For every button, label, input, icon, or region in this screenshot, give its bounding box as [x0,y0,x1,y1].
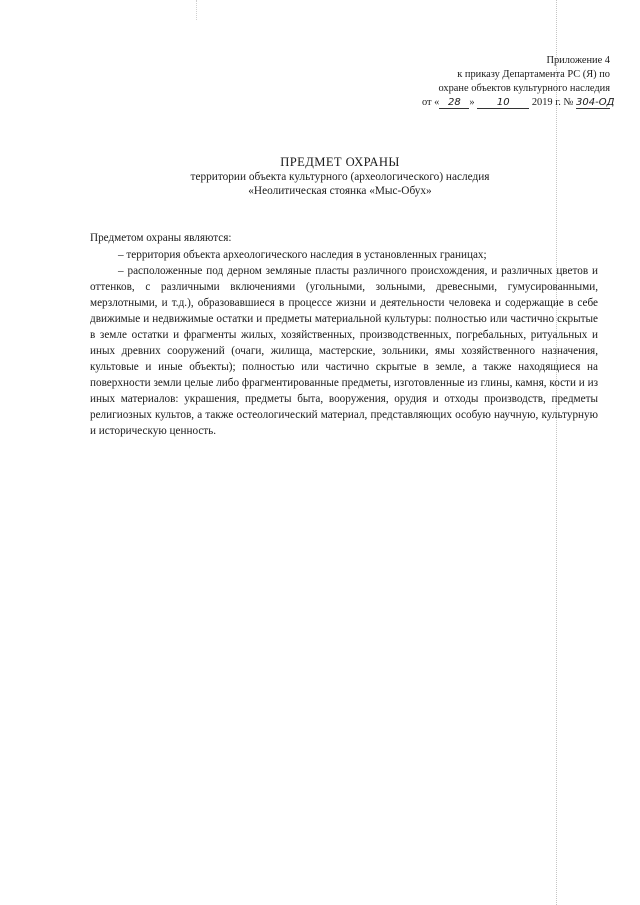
date-month: 10 [477,97,529,109]
date-mid: » [469,97,475,108]
body-item-layers: – расположенные под дерном земляные пласты различного происхождения, и различных цветов и оттенков, с различными включениями (угольными, зольными, древесными, гумусированными, мерзлотными, и т.д.), образовавшиеся в процессе жизни и деятельности человека и содержащие в себе движимые и недвижимые остатки и предметы материальной культуры: полностью или частично скрытые в земле остатки и фрагменты жилых, хозяйственных, производственных, погребальных, ритуальных и иных древних сооружений (очаги, жилища, мастерские, зольники, ямы хозяйственного назначения, культовые и иные объекты); полностью или частично скрытые в земле, а также находящиеся на поверхности земли целые либо фрагментированные предметы, изготовленные из глины, камня, кости и из иных материалов: украшения, предметы быта, вооружения, орудия и отходы производств, предметы религиозных культов, а также остеологический материал, представляющих особую научную, культурную и историческую ценность. [90,265,598,437]
document-title-block [80,155,600,198]
order-number: 304-ОД [576,97,615,108]
appendix-line-2: к приказу Департамента РС (Я) по [457,69,610,80]
body-intro: Предметом охраны являются: [90,232,232,244]
title-subtitle-1: территории объекта культурного (археологического) наследия [190,171,490,183]
title-subtitle-2: «Неолитическая стоянка «Мыс-Обух» [248,185,432,197]
document-body [90,230,598,439]
page-title: ПРЕДМЕТ ОХРАНЫ [280,155,400,169]
scan-fold-line [556,0,557,905]
date-year: 2019 г. № [531,97,574,108]
appendix-date-line [380,96,615,110]
body-item-territory: – территория объекта археологического наследия в установленных границах; [118,249,487,261]
appendix-line-1: Приложение 4 [546,55,610,66]
appendix-line-3: охране объектов культурного наследия [438,83,610,94]
date-day: 28 [439,97,469,109]
appendix-header [380,54,615,110]
scan-mark [196,0,197,20]
date-prefix: от « [421,97,440,108]
